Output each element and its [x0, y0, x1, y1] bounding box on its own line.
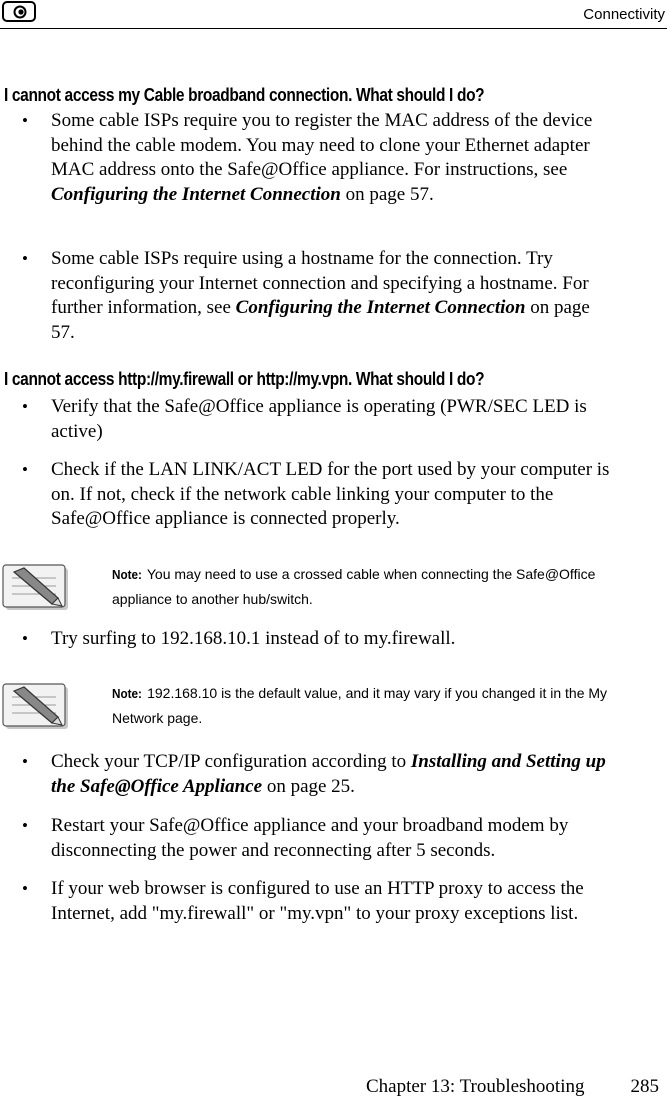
footer-chapter: Chapter 13: Troubleshooting: [365, 1076, 585, 1097]
list-item: • Try surfing to 192.168.10.1 instead of to my.firewall.: [51, 627, 616, 652]
list-item: • Restart your Safe@Office appliance and your broadband modem by disconnecting the power and reconnecting after 5 seconds.: [51, 814, 616, 863]
note-label: Note:: [112, 567, 142, 582]
cross-reference-link[interactable]: Installing and Setting up the Safe@Office Appliance: [51, 751, 606, 797]
list-item: • Check if the LAN LINK/ACT LED for the port used by your computer is on. If not, check if the network cable linking your computer to the Safe@Office appliance is connected properly.: [51, 458, 616, 532]
note-pencil-icon: [2, 564, 70, 612]
note-pencil-icon: [2, 683, 70, 731]
cross-reference-link[interactable]: Configuring the Internet Connection: [51, 183, 341, 205]
header-divider: [0, 28, 667, 29]
note-text: 192.168.10 is the default value, and it may vary if you changed it in the My Network page.: [112, 685, 608, 726]
cross-reference-link[interactable]: Configuring the Internet Connection: [235, 297, 526, 318]
note-box: [0, 683, 650, 729]
page-footer: [366, 1076, 659, 1098]
safe-office-logo-icon: [2, 1, 36, 22]
note-text: You may need to use a crossed cable when connecting the Safe@Office appliance to another hub/switch.: [112, 566, 596, 607]
page-number: 285: [630, 1076, 659, 1097]
note-label: Note:: [112, 686, 142, 701]
list-item: • Verify that the Safe@Office appliance is operating (PWR/SEC LED is active): [51, 395, 616, 444]
list-item: • Some cable ISPs require using a hostname for the connection. Try reconfiguring your Internet connection and specifying a hostname. For further information, see Configuring the Internet Connection on page 57.: [51, 247, 616, 345]
list-item: • Some cable ISPs require you to register the MAC address of the device behind the cable modem. You may need to clone your Ethernet adapter MAC address onto the Safe@Office appliance. For instructions, see Configuring the Internet Connection on page 57.: [51, 109, 616, 207]
faq-question-cable: I cannot access my Cable broadband connection. What should I do?: [4, 85, 485, 105]
note-box: [0, 564, 650, 610]
running-header-title: Connectivity: [583, 6, 665, 23]
list-item: • If your web browser is configured to use an HTTP proxy to access the Internet, add "my.firewall" or "my.vpn" to your proxy exceptions list.: [51, 877, 616, 926]
list-item: • Check your TCP/IP configuration according to Installing and Setting up the Safe@Office Appliance on page 25.: [51, 750, 616, 799]
faq-question-my-firewall: I cannot access http://my.firewall or http://my.vpn. What should I do?: [4, 369, 485, 389]
